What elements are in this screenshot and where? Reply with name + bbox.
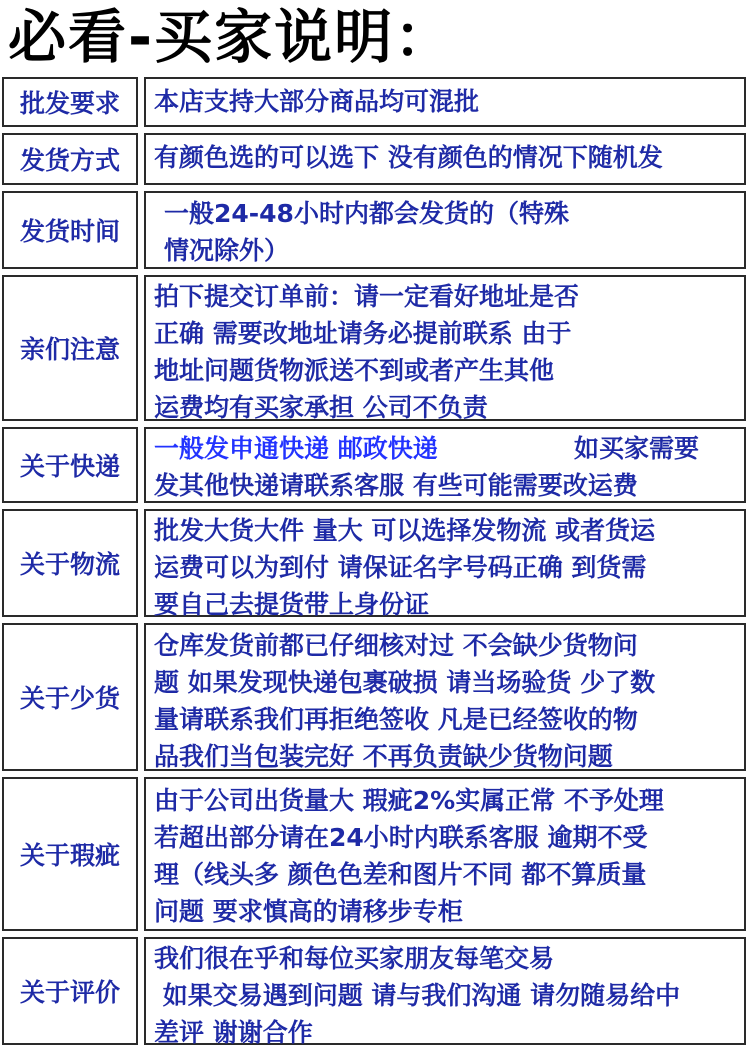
row-label: 关于快递: [2, 427, 138, 503]
content-line: 若超出部分请在24小时内联系客服 逾期不受: [154, 823, 648, 852]
express-carriers: 一般发申通快递 邮政快递: [154, 434, 438, 463]
row-content: [144, 777, 746, 931]
content-line: 情况除外）: [164, 236, 290, 265]
content-line: 量请联系我们再拒绝签收 凡是已经签收的物: [154, 705, 638, 734]
content-line: 题 如果发现快递包裹破损 请当场验货 少了数: [154, 668, 656, 697]
content-line: 差评 谢谢合作: [154, 1018, 313, 1047]
row-label: 关于物流: [2, 509, 138, 617]
row-missing-goods: [0, 620, 746, 774]
content-line: 如果交易遇到问题 请与我们沟通 请勿随易给中: [154, 981, 681, 1010]
row-express: [0, 424, 746, 506]
row-label: 亲们注意: [2, 275, 138, 421]
row-wholesale: [0, 74, 746, 130]
content-line: [154, 430, 744, 467]
row-content: [144, 427, 746, 503]
row-label: 发货时间: [2, 191, 138, 269]
content-line: 一般24-48小时内都会发货的（特殊: [164, 199, 569, 228]
page-title: 必看-买家说明：: [8, 3, 455, 71]
row-label: 关于瑕疵: [2, 777, 138, 931]
row-content: [144, 275, 746, 421]
row-label: 关于评价: [2, 937, 138, 1045]
content-line: 本店支持大部分商品均可混批: [154, 87, 480, 116]
content-line: 拍下提交订单前：请一定看好地址是否: [154, 282, 580, 311]
content-line: 我们很在乎和每位买家朋友每笔交易: [154, 944, 555, 973]
content-line: 批发大货大件 量大 可以选择发物流 或者货运: [154, 516, 656, 545]
row-shipping-time: [0, 188, 746, 272]
row-reviews: [0, 934, 746, 1048]
content-line: 正确 需要改地址请务必提前联系 由于: [154, 319, 572, 348]
row-content: [144, 191, 746, 269]
content-line: 问题 要求慎高的请移步专柜: [154, 897, 463, 926]
row-content: [144, 509, 746, 617]
content-line: 运费均有买家承担 公司不负责: [154, 393, 488, 422]
row-shipping-method: [0, 130, 746, 188]
content-line: 由于公司出货量大 瑕疵2%实属正常 不予处理: [154, 786, 664, 815]
content-line: 要自己去提货带上身份证: [154, 590, 430, 619]
row-logistics: [0, 506, 746, 620]
row-label: 关于少货: [2, 623, 138, 771]
content-line: 理（线头多 颜色色差和图片不同 都不算质量: [154, 860, 647, 889]
row-content: [144, 623, 746, 771]
content-line: 发其他快递请联系客服 有些可能需要改运费: [154, 471, 638, 500]
content-line: 有颜色选的可以选下 没有颜色的情况下随机发: [154, 143, 663, 172]
express-note: 如买家需要: [574, 434, 700, 463]
row-label: 批发要求: [2, 77, 138, 127]
content-line: 运费可以为到付 请保证名字号码正确 到货需: [154, 553, 647, 582]
row-content: [144, 133, 746, 185]
row-content: [144, 77, 746, 127]
row-content: [144, 937, 746, 1045]
row-notice: [0, 272, 746, 424]
row-defects: [0, 774, 746, 934]
content-line: 品我们当包装完好 不再负责缺少货物问题: [154, 742, 613, 771]
content-line: 仓库发货前都已仔细核对过 不会缺少货物问: [154, 631, 638, 660]
content-line: 地址问题货物派送不到或者产生其他: [154, 356, 555, 385]
row-label: 发货方式: [2, 133, 138, 185]
